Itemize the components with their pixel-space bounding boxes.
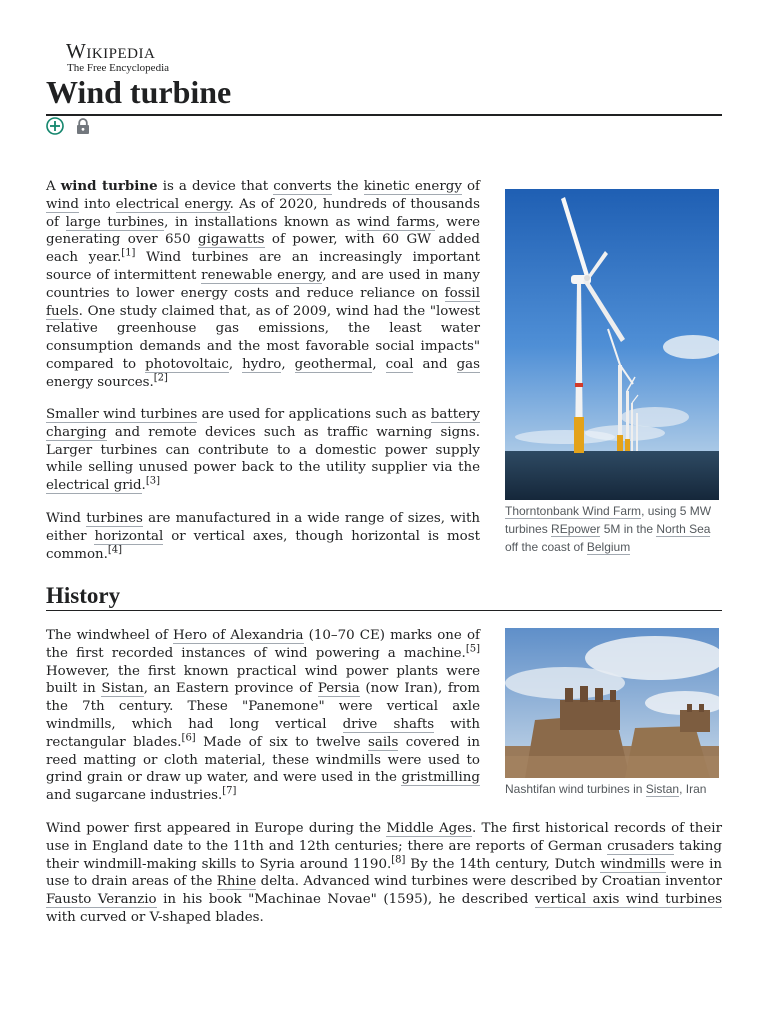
page-title: Wind turbine	[46, 74, 232, 110]
link-horizontal[interactable]: horizontal	[94, 528, 164, 544]
plus-circle-icon[interactable]	[46, 117, 64, 135]
link-photovoltaic[interactable]: photovoltaic	[145, 356, 229, 372]
figure-caption-2: Nashtifan wind turbines in Sistan, Iran	[505, 782, 707, 796]
link-coal[interactable]: coal	[385, 356, 414, 372]
article-subject: wind turbine	[60, 178, 158, 194]
link-large-turbines[interactable]: large turbines	[65, 214, 165, 230]
link-drive-shafts[interactable]: drive shafts	[342, 716, 435, 732]
wind-farm-photo[interactable]	[505, 189, 719, 500]
link-hydro[interactable]: hydro	[242, 356, 282, 372]
link-renewable-energy[interactable]: renewable energy	[201, 267, 323, 283]
intro-paragraph-2: Smaller wind turbines are used for applications such as battery charging and remote devices such as traffic warning signs. Larger turbines can contribute to a domestic power supply while selling unused power back to the utility supplier via the electrical grid.[3]	[46, 407, 480, 494]
link-geothermal[interactable]: geothermal	[294, 356, 373, 372]
link-hero-of-alexandria[interactable]: Hero of Alexandria	[172, 628, 304, 643]
reference-4[interactable]: [4]	[107, 544, 123, 556]
reference-8[interactable]: [8]	[391, 854, 406, 866]
caption-link-north-sea[interactable]: North Sea	[656, 522, 711, 536]
section-heading-history: History	[46, 583, 121, 608]
link-smaller-wind-turbines[interactable]: Smaller wind turbines	[46, 407, 198, 422]
page-status-icons	[46, 117, 92, 135]
history-divider	[46, 610, 722, 611]
intro-paragraph-1: A wind turbine is a device that converts the kinetic energy of wind into electrical energy. As of 2020, hundreds of thousands of large turbines, in installations known as wind farms, were generating over 650 gigawatts of power, with 60 GW added each year.[1] Wind turbines are an increasingly important source of intermittent renewable energy, and are used in many countries to lower energy costs and reduce reliance on fossil fuels. One study claimed that, as of 2009, wind had the "lowest relative greenhouse gas emissions, the least water consumption demands and the most favorable social impacts" compared to photovoltaic, hydro, geothermal, coal and gas energy sources.[2]	[46, 178, 481, 390]
link-converts[interactable]: converts	[273, 179, 332, 194]
reference-1[interactable]: [1]	[121, 247, 136, 259]
link-gristmilling[interactable]: gristmilling	[401, 770, 480, 786]
reference-3[interactable]: [3]	[145, 475, 160, 487]
reference-7[interactable]: [7]	[222, 785, 237, 797]
link-sistan[interactable]: Sistan	[101, 681, 144, 697]
link-gas[interactable]: gas	[456, 356, 481, 372]
link-rhine[interactable]: Rhine	[216, 874, 257, 890]
figure-thorntonbank	[505, 189, 719, 556]
link-kinetic-energy[interactable]: kinetic energy	[363, 179, 462, 194]
caption-link-thorntonbank[interactable]: Thorntonbank Wind Farm	[505, 504, 642, 518]
link-fossil-fuels[interactable]: fossil fuels	[46, 285, 480, 319]
link-vertical-axis-wind-turbines[interactable]: vertical axis wind turbines	[534, 892, 722, 908]
caption-link-belgium[interactable]: Belgium	[586, 540, 631, 554]
link-crusaders[interactable]: crusaders	[607, 838, 675, 854]
reference-2[interactable]: [2]	[153, 372, 168, 384]
figure-caption-1: Thorntonbank Wind Farm, using 5 MW turbines REpower 5M in the North Sea off the coast of Belgium	[505, 504, 712, 554]
link-windmills[interactable]: windmills	[600, 856, 666, 872]
figure-nashtifan	[505, 628, 719, 798]
link-sails[interactable]: sails	[368, 734, 399, 750]
link-middle-ages[interactable]: Middle Ages	[386, 821, 473, 836]
reference-6[interactable]: [6]	[181, 732, 196, 744]
history-paragraph-1: The windwheel of Hero of Alexandria (10–70 CE) marks one of the first recorded instances of wind powering a machine.[5] However, the first known practical wind power plants were built in Sistan, an Eastern province of Persia (now Iran), from the 7th century. These "Panemone" were vertical axle windmills, which had long vertical drive shafts with rectangular blades.[6] Made of six to twelve sails covered in reed matting or cloth material, these windmills were used to grind grain or draw up water, and were used in the gristmilling and sugarcane industries.[7]	[46, 628, 480, 804]
lock-icon[interactable]	[74, 117, 92, 135]
intro-paragraph-3: Wind turbines are manufactured in a wide range of sizes, with either horizontal or vertical axes, though horizontal is most common.[4]	[46, 511, 480, 562]
link-electrical-energy[interactable]: electrical energy	[115, 196, 230, 212]
caption-link-repower[interactable]: REpower	[551, 522, 601, 536]
history-paragraph-2: Wind power first appeared in Europe during the Middle Ages. The first historical records of their use in England date to the 11th and 12th centuries; there are reports of German crusaders taking their windmill-making skills to Syria around 1190.[8] By the 14th century, Dutch windmills were in use to drain areas of the Rhine delta. Advanced wind turbines were described by Croatian inventor Fausto Veranzio in his book "Machinae Novae" (1595), he described vertical axis wind turbines with curved or V-shaped blades.	[46, 821, 722, 925]
link-persia[interactable]: Persia	[317, 681, 360, 697]
link-fausto-veranzio[interactable]: Fausto Veranzio	[46, 892, 157, 908]
link-turbines[interactable]: turbines	[86, 511, 143, 526]
logo-tagline: The Free Encyclopedia	[67, 62, 170, 74]
reference-5[interactable]: [5]	[465, 643, 480, 655]
logo-wordmark: Wikipedia	[66, 39, 156, 63]
wikipedia-logo[interactable]	[66, 40, 266, 75]
link-wind-farms[interactable]: wind farms	[356, 214, 436, 230]
title-divider	[46, 114, 722, 116]
link-gigawatts[interactable]: gigawatts	[198, 232, 265, 248]
nashtifan-photo[interactable]	[505, 628, 719, 778]
caption-link-sistan[interactable]: Sistan	[645, 782, 680, 796]
link-wind[interactable]: wind	[46, 196, 79, 212]
link-battery-charging[interactable]: battery charging	[46, 407, 480, 440]
link-electrical-grid[interactable]: electrical grid	[46, 478, 142, 494]
